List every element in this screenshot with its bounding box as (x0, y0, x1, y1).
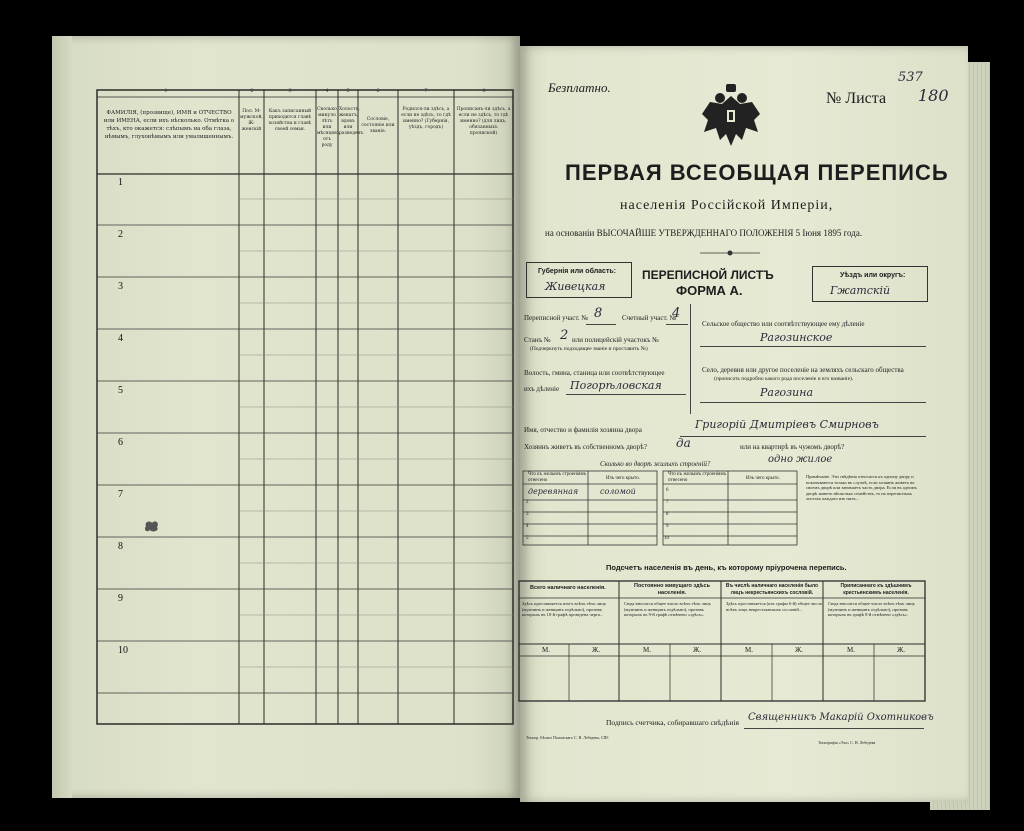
row-number: 9 (118, 593, 123, 604)
building-row-number: 4 (526, 524, 529, 529)
count-col-non-peasant: Въ числѣ наличнаго населенія было лицъ некрестьянскихъ сословій. (725, 583, 819, 596)
field-underline (700, 402, 926, 403)
row-number: 1 (118, 177, 123, 188)
uezd-label: Уѣздъ или округъ: (840, 272, 906, 279)
own-house-label: Хозяинъ живетъ въ собственномъ дворѣ? (524, 443, 647, 451)
sheet-number-label: № Листа (826, 90, 887, 107)
row-number: 6 (118, 437, 123, 448)
column-header-relation: Какъ записанный приходится главѣ хозяйства и главѣ своей семьи. (268, 109, 312, 132)
counting-table (518, 580, 928, 704)
counting-heading: Подсчетъ населенія въ день, къ которому пріурочена перепись. (606, 563, 847, 572)
column-number: 1 (164, 88, 168, 94)
row-number: 7 (118, 489, 123, 500)
volost-label-2: ихъ дѣленіе (524, 385, 560, 393)
row-number: 8 (118, 541, 123, 552)
building-row-number: 3 (526, 512, 529, 517)
village-label: Село, деревня или другое поселеніе на земляхъ сельскаго общества (702, 366, 904, 374)
building-row-number: 2 (526, 500, 529, 505)
building-row-number: 6 (666, 488, 669, 493)
field-underline (566, 394, 686, 395)
volost-value: Погорѣловская (570, 379, 662, 392)
volost-label: Волость, гмина, станица или соотвѣтствующее (524, 369, 665, 377)
owner-value: Григорій Дмитріевъ Смирновъ (695, 418, 879, 431)
building-row-number: 8 (666, 512, 669, 517)
building-header-type: Что къ жилымъ строеніямъ отнесено (528, 472, 587, 483)
count-col-permanent: Постоянно живущаго здѣсь населенія. (634, 583, 710, 596)
row-number: 10 (118, 645, 128, 656)
census-district-label: Переписной участ. № (524, 314, 589, 322)
mf-label: Ж. (592, 646, 601, 654)
count-desc-non-peasant: Здѣсь проставляется (изъ графы 6-й) общее число всѣхъ лицъ некрестьянскихъ сословій... (726, 601, 822, 612)
count-col-total: Всего наличнаго населенія. (530, 585, 606, 591)
column-number: 3 (288, 88, 292, 94)
field-underline (700, 346, 926, 347)
column-header-name: ФАМИЛІЯ, (прозвище), ИМЯ и ОТЧЕСТВО или ИМЕНА, если ихъ нѣсколько. Отмѣтка о тѣхъ, кто окажется: слѣпымъ на оба глаза, нѣмымъ, глухонѣмымъ или умалишеннымъ. (103, 110, 235, 140)
field-underline (680, 436, 926, 437)
buildings-label: Сколько во дворѣ жилыхъ строеній? (600, 460, 711, 468)
form-title: ПЕРЕПИСНОЙ ЛИСТЪ (642, 268, 774, 282)
column-number: 5 (346, 88, 350, 94)
building-header-roof-2: Изъ чего крыто. (746, 476, 780, 481)
building-row-number: 5 (526, 536, 529, 541)
signature-value: Священникъ Макарій Охотниковъ (748, 712, 934, 723)
stan-value: 2 (560, 328, 569, 343)
row-number: 4 (118, 333, 123, 344)
printer-left: Типогр. Бѣлаго Поповскаго С. В. Лебедева, СПб (526, 735, 609, 740)
column-number: 6 (376, 88, 380, 94)
column-number: 4 (325, 88, 329, 94)
building-row-number: 7 (666, 500, 669, 505)
form-letter: ФОРМА А. (676, 283, 743, 298)
building-row-number: 9 (666, 524, 669, 529)
police-note: (Подчеркнуть подходящее званіе и проставить №) (530, 346, 648, 352)
column-number: 7 (424, 88, 428, 94)
row-number: 5 (118, 385, 123, 396)
column-header-estate: Сословіе, состояніе или званіе. (361, 117, 395, 134)
census-title: ПЕРВАЯ ВСЕОБЩАЯ ПЕРЕПИСЬ (565, 160, 949, 185)
own-house-value: да (676, 436, 691, 450)
counting-district-value: 4 (672, 306, 681, 321)
printer-right: Типографія «Эхо» С. Н. Лебедева (818, 740, 876, 745)
building-row-number: 10 (664, 536, 669, 541)
uezd-value: Гжатскій (830, 284, 891, 297)
left-page-headers (96, 89, 514, 725)
building-header-type-2: Что къ жилымъ строеніямъ отнесено (668, 472, 727, 483)
building-row1-roof: соломой (600, 487, 636, 496)
mf-label: М. (847, 646, 855, 654)
column-header-marital: Холостъ, женатъ, вдовъ или разведенъ (339, 107, 364, 136)
gubernia-value: Живецкая (545, 280, 606, 293)
column-header-sex: Пол. М-мужской, Ж-женскій (240, 109, 263, 132)
building-header-roof: Изъ чего крыто. (606, 476, 640, 481)
count-desc-permanent: Сюда вносится общее число всѣхъ тѣхъ лицъ (мужчинъ и женщинъ отдѣльно), противъ которыхъ въ 9-й графѣ отмѣчено «здѣсь». (624, 601, 711, 617)
mf-label: М. (643, 646, 651, 654)
census-basis: на основаніи ВЫСОЧАЙШЕ УТВЕРЖДЕННАГО ПОЛОЖЕНІЯ 5 Іюня 1895 года. (545, 228, 863, 238)
column-header-age: Сколько минуло лѣтъ или мѣсяцевъ отъ роду (317, 107, 340, 148)
double-eagle-emblem-icon (700, 82, 762, 154)
count-desc-total: Здѣсь проставляется итогъ всѣхъ тѣхъ лицъ (мужчинъ и женщинъ отдѣльно), противъ которыхъ въ 10-й графѣ проведена черта... (522, 601, 606, 617)
village-note: (прописать подробно какого рода поселеніе и его названіе). (714, 376, 854, 382)
gubernia-label: Губернія или область: (538, 268, 617, 275)
society-value: Рагозинское (760, 331, 833, 344)
rented-label: или на квартирѣ въ чужомъ дворѣ? (740, 443, 845, 451)
row-number: 3 (118, 281, 123, 292)
field-divider (690, 304, 691, 414)
ink-blot (142, 518, 162, 534)
column-number: 8 (482, 88, 486, 94)
sheet-number-handwritten-2: 180 (918, 86, 949, 105)
building-row1-value: деревянная (528, 487, 579, 496)
mf-label: Ж. (795, 646, 804, 654)
census-subtitle: населенія Россійской Имперіи, (620, 198, 834, 213)
note-text: Примѣчаніе. Эти свѣдѣнія относятся къ одному двору и показываются только въ случаѣ, если хозяинъ живетъ въ своемъ дворѣ или занимаетъ часть двора. Если въ одномъ дворѣ живетъ нѣсколько семействъ, то на переписныхъ листахъ каждаго изъ нихъ... (806, 474, 917, 501)
village-value: Рагозина (760, 386, 814, 399)
count-desc-registered: Сюда вносится общее число всѣхъ тѣхъ лицъ (мужчинъ и женщинъ отдѣльно), противъ которыхъ въ графѣ 8-й отмѣчено «здѣсь». (828, 601, 915, 617)
police-label: или полицейскій участокъ № (572, 336, 659, 344)
signature-underline (744, 728, 924, 729)
field-underline (666, 324, 688, 325)
signature-label: Подпись счетчика, собиравшаго свѣдѣнія (606, 718, 739, 727)
row-number: 2 (118, 229, 123, 240)
census-district-value: 8 (594, 306, 603, 321)
column-number: 2 (250, 88, 254, 94)
left-page-edge (52, 36, 72, 798)
counting-district-label: Счетный участ. № (622, 314, 677, 322)
owner-label: Имя, отчество и фамилія хозяина двора (524, 426, 642, 434)
column-header-registration: Прописанъ-ли здѣсь, а если не здѣсь, то гдѣ именно? (для лицъ, обязанныхъ пропиской) (456, 107, 511, 136)
column-header-birthplace: Родился-ли здѣсь, а если не здѣсь, то гдѣ именно? (Губернія, уѣздъ, городъ) (401, 107, 451, 130)
mf-label: М. (745, 646, 753, 654)
ornament-divider (700, 248, 760, 258)
field-underline (586, 324, 616, 325)
mf-label: Ж. (693, 646, 702, 654)
count-col-registered: Приписаннаго къ здѣшнимъ крестьянскимъ населенія. (840, 583, 912, 596)
free-label: Безплатно. (548, 80, 611, 95)
mf-label: Ж. (897, 646, 906, 654)
sheet-number-handwritten: 537 (898, 70, 923, 85)
buildings-value: одно жилое (768, 454, 833, 465)
mf-label: М. (542, 646, 550, 654)
stan-label: Станъ № (524, 336, 551, 344)
society-label: Сельское общество или соотвѣтствующее ему дѣленіе (702, 320, 865, 328)
